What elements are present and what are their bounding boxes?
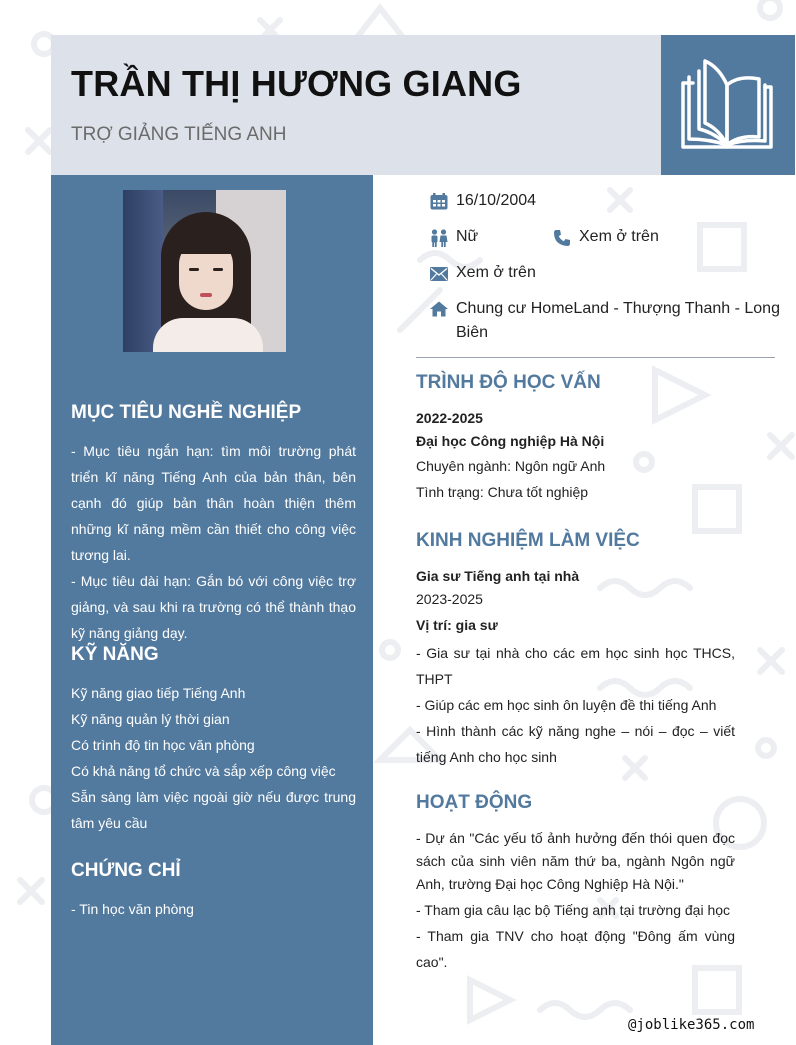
candidate-role: TRỢ GIẢNG TIẾNG ANH [71,124,287,145]
sidebar [51,175,373,1045]
education-title: TRÌNH ĐỘ HỌC VẤN [416,372,601,393]
skills-list [71,680,356,836]
activity-item: - Tham gia câu lạc bộ Tiếng anh tại trường đại học [416,902,731,918]
book-badge [661,35,795,175]
book-icon [679,57,775,153]
skill-item: Sẵn sàng làm việc ngoài giờ nếu được trung tâm yêu cầu [71,789,356,831]
experience-block [416,564,735,770]
job-period: 2023-2025 [416,591,483,607]
address-line-2: Biên [456,324,489,341]
education-block [416,407,735,505]
gender-icon [430,229,448,247]
gender-value: Nữ [456,228,479,245]
certificate-item: - Tin học văn phòng [71,901,194,917]
activity-item: - Tham gia TNV cho hoạt động "Đông ấm vùng cao". [416,928,735,970]
skill-item: Có trình độ tin học văn phòng [71,737,255,753]
certificates-title: CHỨNG CHỈ [71,860,181,881]
address-line-1: Chung cư HomeLand - Thượng Thanh - Long [456,300,780,317]
phone-value: Xem ở trên [579,228,659,245]
email-value: Xem ở trên [456,264,536,281]
experience-title: KINH NGHIỆM LÀM VIỆC [416,530,640,551]
objective-text [71,438,356,646]
job-position: Vị trí: gia sư [416,617,498,633]
objective-short-term: - Mục tiêu ngắn hạn: tìm môi trường phát triển kĩ năng Tiếng Anh của bản thân, bên cạnh đó giúp bản thân hoàn thiện thêm những kĩ năng mềm cần thiết cho công việc tương lai. [71,443,356,563]
activities-title: HOẠT ĐỘNG [416,792,533,813]
education-school: Đại học Công nghiệp Hà Nội [416,433,605,449]
skill-item: Kỹ năng giao tiếp Tiếng Anh [71,685,246,701]
education-period: 2022-2025 [416,410,483,426]
job-duty: - Giúp các em học sinh ôn luyện đề thi tiếng Anh [416,697,717,713]
job-duty: - Hình thành các kỹ năng nghe – nói – đọc – viết tiếng Anh cho học sinh [416,723,735,765]
education-major: Chuyên ngành: Ngôn ngữ Anh [416,458,606,474]
phone-icon [553,229,571,247]
profile-photo [123,190,286,352]
objective-long-term: - Mục tiêu dài hạn: Gắn bó với công việc trợ giảng, và sau khi ra trường có thể thành thạo kỹ năng giảng dạy. [71,573,356,641]
contact-divider [416,357,775,358]
birthday-value: 16/10/2004 [456,192,537,209]
education-status: Tình trạng: Chưa tốt nghiệp [416,484,589,500]
candidate-name: TRẦN THỊ HƯƠNG GIANG [71,63,522,104]
skill-item: Có khả năng tổ chức và sắp xếp công việc [71,763,336,779]
calendar-icon [430,193,448,210]
activities-block [416,827,735,975]
job-title: Gia sư Tiếng anh tại nhà [416,568,580,584]
email-icon [430,267,448,281]
objective-title: MỤC TIÊU NGHỀ NGHIỆP [71,402,302,423]
skills-title: KỸ NĂNG [71,644,159,665]
skill-item: Kỹ năng quản lý thời gian [71,711,230,727]
activity-item: - Dự án "Các yếu tố ảnh hưởng đến thói quen đọc sách của sinh viên năm thứ ba, ngành Ngôn ngữ Anh, trường Đại học Công Nghiệp Hà Nội." [416,830,735,892]
certificates-list [71,896,356,922]
watermark: @joblike365.com [628,1017,755,1033]
header [51,35,661,175]
main-content [373,175,796,1045]
home-icon [430,301,448,317]
job-duty: - Gia sư tại nhà cho các em học sinh học THCS, THPT [416,645,735,687]
